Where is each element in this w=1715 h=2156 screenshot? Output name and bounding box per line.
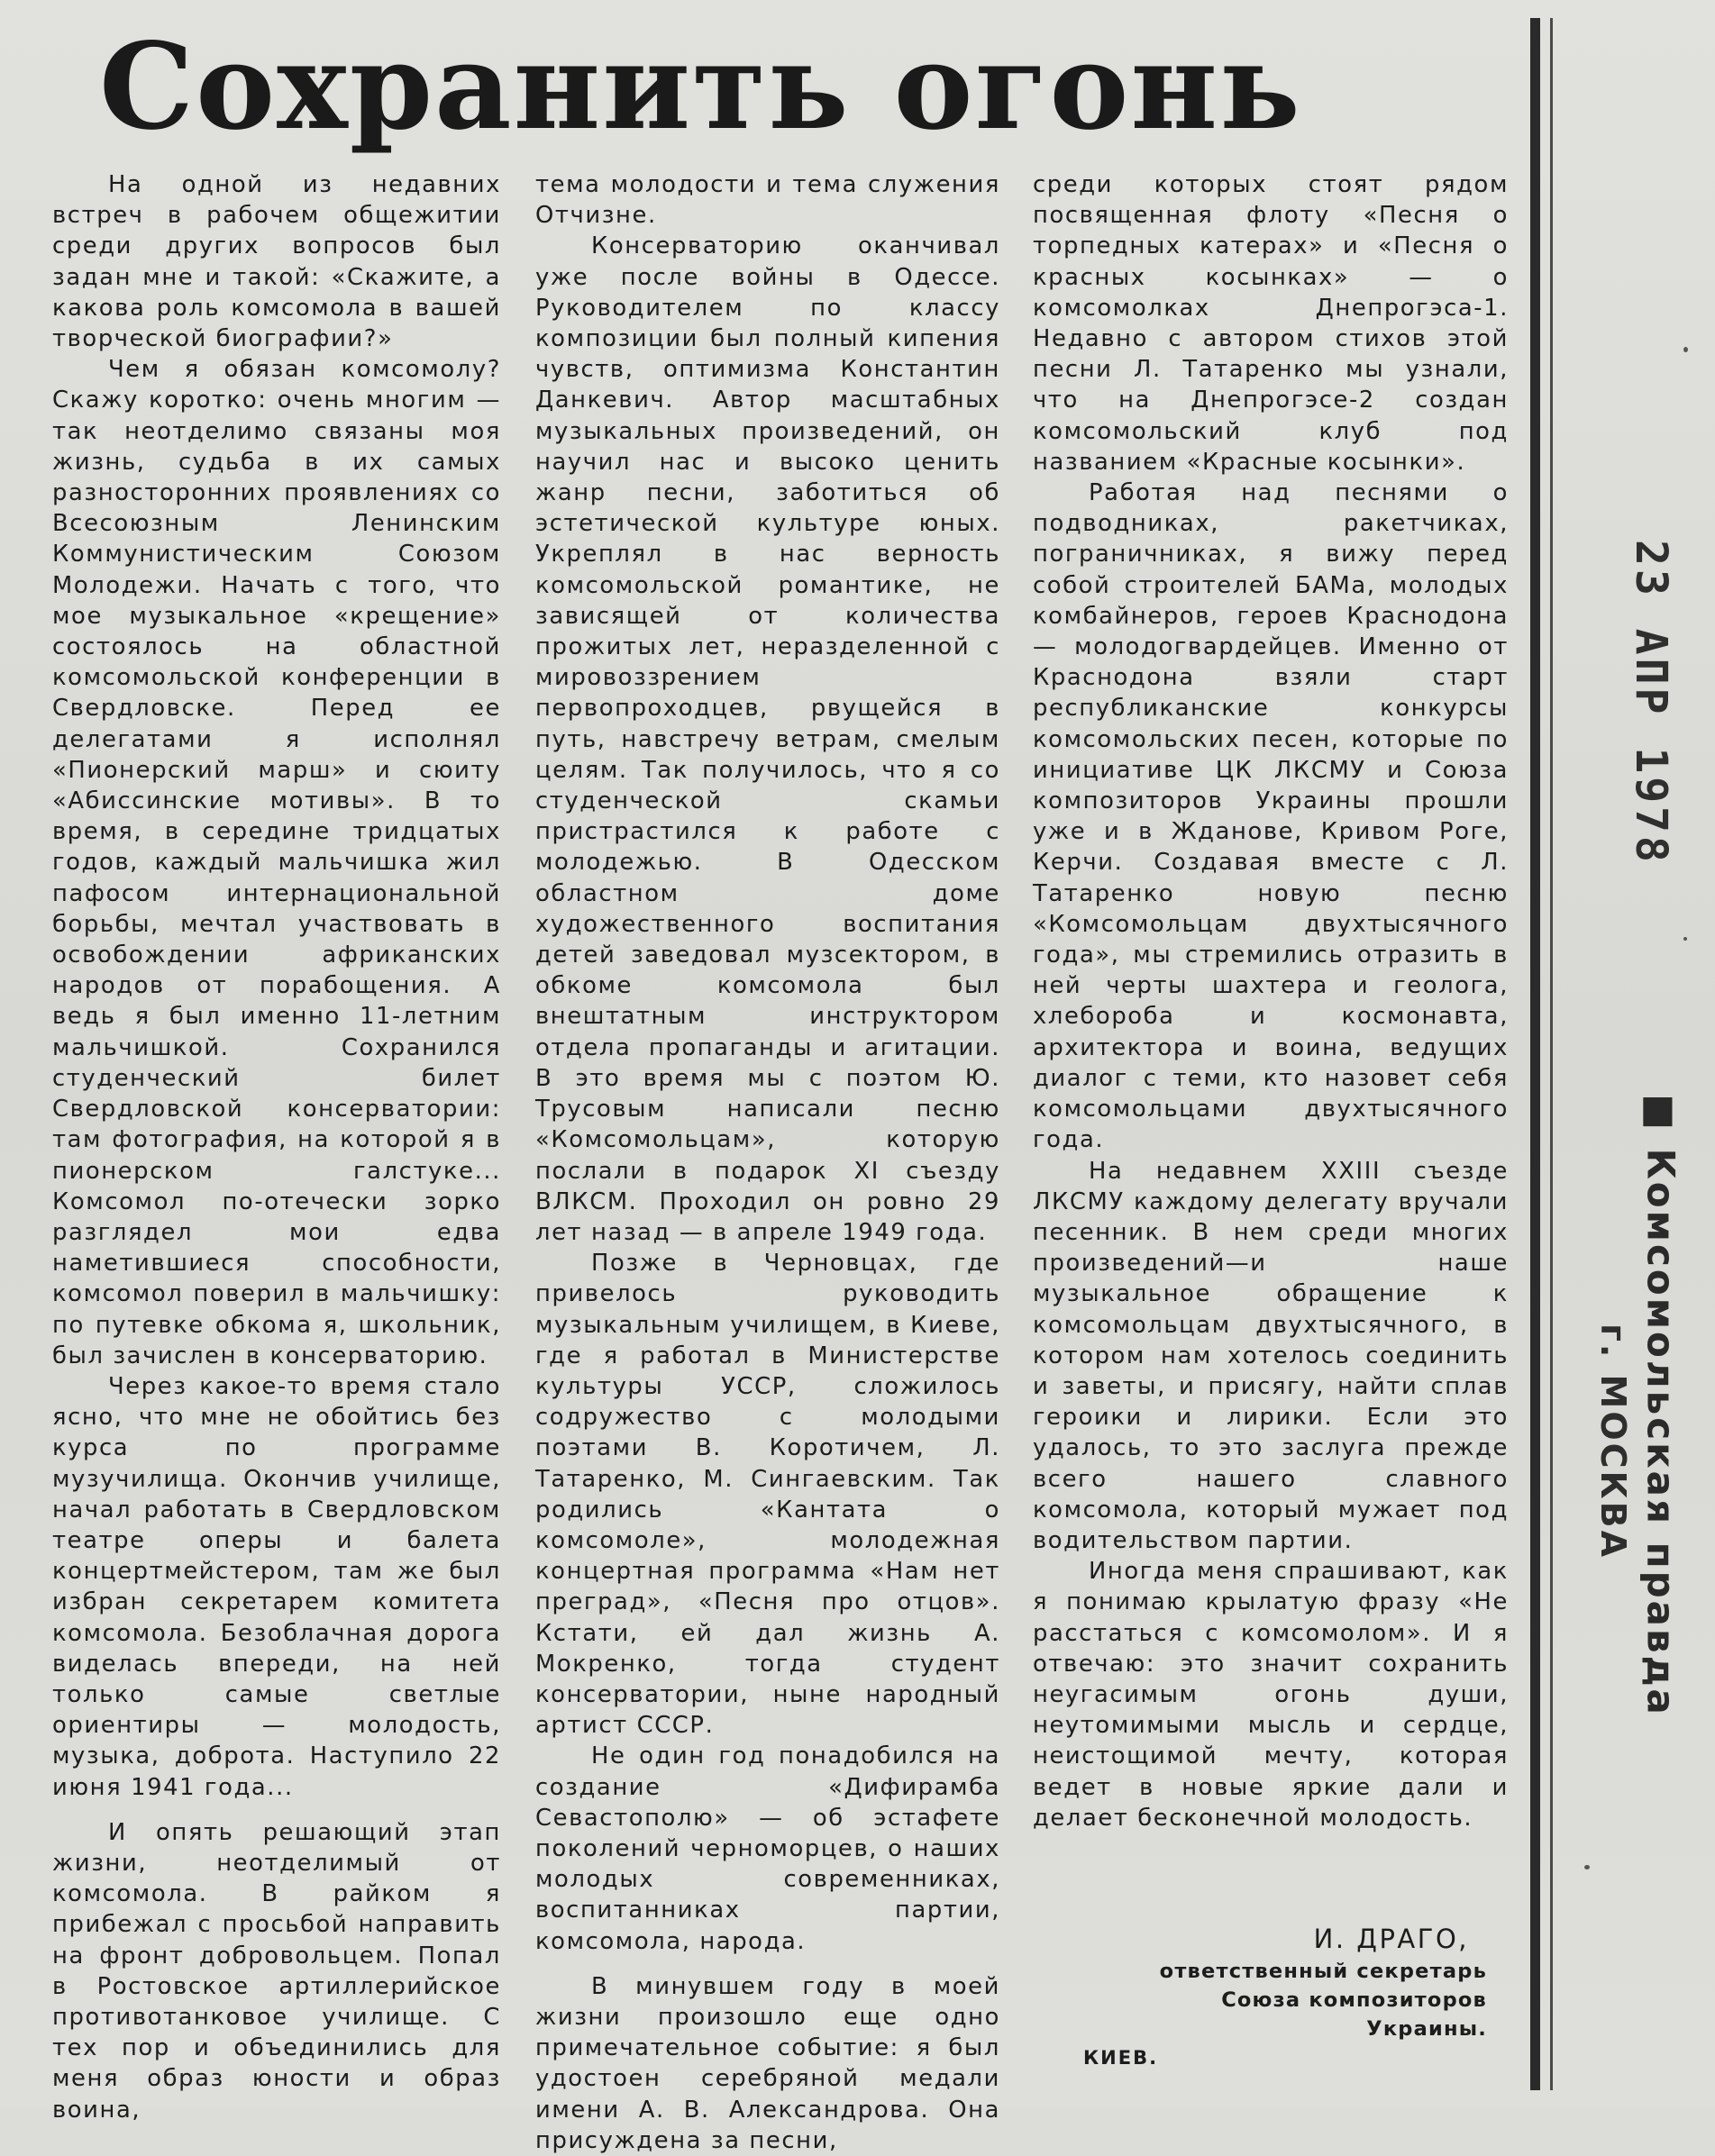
paragraph: Консерваторию оканчивал уже после войны в Одессе. Руководителем по классу композиции был полный кипения чувств, оптимизма Константин Данкевич. Автор масштабных музыкальных произведений, он научил нас и высоко ценить жанр песни, заботиться об эстетической культуре юных. Укреплял в нас верность комсомольской романтике, не зависящей от количества прожитых лет, неразделенной с мировоззрением первопроходцев, рвущейся в путь, навстречу ветрам, смелым целям. Так получилось, что я со студенческой скамьи пристрастился к работе с молодежью. В Одесском областном доме художественного воспитания детей заведовал музсектором, в обкоме комсомола был внештатным инструктором отдела пропаганды и агитации. В это время мы с поэтом Ю. Трусовым написали песню «Комсомольцам», которую послали в подарок XI съезду ВЛКСМ. Проходил он ровно 29 лет назад — в апреле 1949 года. bbox=[535, 232, 1000, 1246]
paragraph: На недавнем XXIII съезде ЛКСМУ каждому делегату вручали песенник. В нем среди многих произведений—и наше музыкальное обращение к комсомольцам двухтысячного, в котором нам хотелось соединить и заветы, и присягу, найти сплав героики и лирики. Если это удалось, то это заслуга прежде всего нашего славного комсомола, который мужает под водительством партии. bbox=[1033, 1157, 1509, 1554]
ink-speck bbox=[1683, 937, 1687, 941]
paragraph: Чем я обязан комсомолу? Скажу коротко: очень многим — так неотделимо связаны моя жизнь, судьба в их самых разносторонних проявлениях со Всесоюзным Ленинским Коммунистическим Союзом Молодежи. Начать с того, что мое музыкальное «крещение» состоялось на областной комсомольской конференции в Свердловске. Перед ее делегатами я исполнял «Пионерский марш» и сюиту «Абиссинские мотивы». В то время, в середине тридцатых годов, каждый мальчишка жил пафосом интернациональной борьбы, мечтал участвовать в освобождении африканских народов от порабощения. А ведь я был именно 11-летним мальчишкой. Сохранился студенческий билет Свердловской консерватории: там фотография, на которой я в пионерском галстуке... Комсомол по-отечески зорко разглядел мои едва наметившиеся способности, комсомол поверил в мальчишку: по путевке обкома я, школьник, был зачислен в консерваторию. bbox=[52, 356, 501, 1369]
date-stamp-text: 23 АПР 1978 bbox=[1626, 540, 1676, 866]
paragraph: Через какое-то время стало ясно, что мне не обойтись без курса по программе музучилища. Окончив училище, начал работать в Свердловском театре оперы и балета концертмейстером, там же был избран секретарем комитета комсомола. Безоблачная дорога виделась впереди, на ней только самые светлые ориентиры — молодость, музыка, доброта. Наступило 22 июня 1941 года... bbox=[52, 1372, 501, 1801]
paragraph: И опять решающий этап жизни, неотделимый от комсомола. В райком я прибежал с просьбой направить на фронт добровольцем. Попал в Ростовское артиллерийское противотанковое училище. С тех пор и объединились для меня образ юности и образ воина, bbox=[52, 1818, 501, 2124]
paragraph: На одной из недавних встреч в рабочем общежитии среди других вопросов был задан мне и такой: «Скажите, а какова роль комсомола в вашей творческой биографии?» bbox=[52, 171, 501, 353]
paragraph: среди которых стоят рядом посвященная флоту «Песня о торпедных катерах» и «Песня о красных косынках» — о комсомолках Днепрогэса-1. Недавно с автором стихов этой песни Л. Татаренко мы узнали, что на Днепрогэсе-2 создан комсомольский клуб под названием «Красные косынки». bbox=[1033, 171, 1509, 476]
newspaper-stamp-text: ■ Комсомольская правда bbox=[1638, 1094, 1683, 1717]
article-column-1 bbox=[52, 169, 501, 2124]
paragraph: Работая над песнями о подводниках, ракетчиках, пограничниках, я вижу перед собой строителей БАМа, молодых комбайнеров, героев Краснодона — молодогвардейцев. Именно от Краснодона взяли старт республиканские конкурсы комсомольских песен, которые по инициативе ЦК ЛКСМУ и Союза композиторов Украины прошли уже и в Жданове, Кривом Роге, Керчи. Создавая вместе с Л. Татаренко новую песню «Комсомольцам двухтысячного года», мы стремились отразить в ней черты шахтера и геолога, хлебороба и космонавта, архитектора и воина, ведущих диалог с теми, кто назовет себя комсомольцами двухтысячного года. bbox=[1033, 479, 1509, 1154]
author-city: КИЕВ. bbox=[1083, 2047, 1159, 2069]
paragraph: Иногда меня спрашивают, как я понимаю крылатую фразу «Не расстаться с комсомолом». И я отвечаю: это значит сохранить неугасимым огонь души, неутомимыми мысль и сердце, неистощимой мечту, которая ведет в новые яркие дали и делает бесконечной молодость. bbox=[1033, 1558, 1509, 1832]
author-signature bbox=[1033, 1921, 1509, 2069]
article-title: Сохранить огонь bbox=[99, 17, 1302, 157]
ink-speck bbox=[1584, 1865, 1590, 1869]
paragraph: тема молодости и тема служения Отчизне. bbox=[535, 171, 1000, 230]
paragraph: В минувшем году в моей жизни произошло еще одно примечательное событие: я был удостоен серебряной медали имени А. В. Александрова. Она присуждена за песни, bbox=[535, 1972, 1000, 2154]
paragraph: Позже в Черновцах, где привелось руководить музыкальным училищем, в Киеве, где я работал в Министерстве культуры УССР, сложилось содружество с молодыми поэтами В. Коротичем, Л. Татаренко, М. Сингаевским. Так родились «Кантата о комсомоле», молодежная концертная программа «Нам нет преград», «Песня про отцов». Кстати, ей дал жизнь А. Мокренко, тогда студент консерватории, ныне народный артист СССР. bbox=[535, 1250, 1000, 1740]
author-role-line: Союза композиторов bbox=[1221, 1988, 1487, 2012]
column-rule-thin bbox=[1550, 18, 1553, 2090]
paragraph: Не один год понадобился на создание «Дифирамба Севастополю» — об эстафете поколений черноморцев, о наших молодых современниках, воспитанниках партии, комсомола, народа. bbox=[535, 1742, 1000, 1955]
article-column-3 bbox=[1033, 169, 1509, 1917]
author-role-line: Украины. bbox=[1366, 2017, 1487, 2041]
author-role-line: ответственный секретарь bbox=[1159, 1960, 1487, 1983]
city-stamp-text: г. МОСКВА bbox=[1593, 1324, 1633, 1560]
author-role bbox=[1105, 1957, 1487, 2043]
author-name: И. ДРАГО, bbox=[1313, 1924, 1469, 1954]
column-rule bbox=[1530, 18, 1540, 2090]
ink-speck bbox=[1683, 347, 1688, 352]
article-column-2 bbox=[535, 169, 1000, 2154]
